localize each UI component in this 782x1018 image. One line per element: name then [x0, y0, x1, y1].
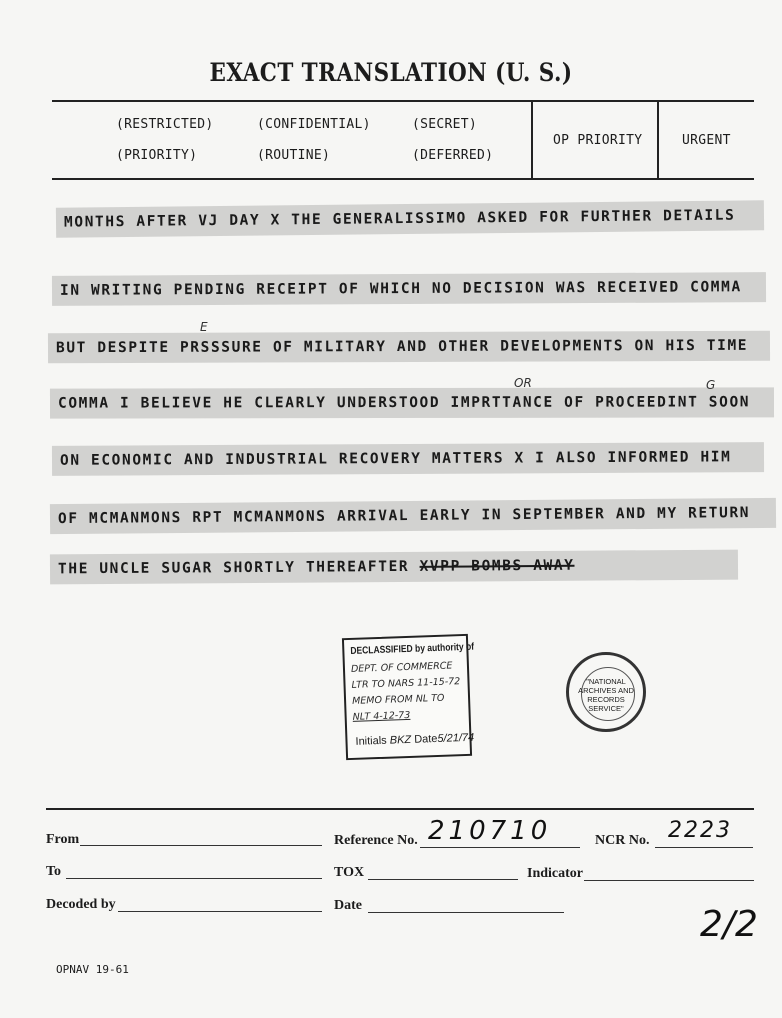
reference-line — [420, 846, 580, 848]
to-label: To — [46, 864, 62, 879]
ncr-line — [655, 846, 753, 848]
message-line-6: OF MCMANMONS RPT MCMANMONS ARRIVAL EARLY IN SEPTEMBER AND MY RETURN — [50, 498, 776, 534]
class-priority: (PRIORITY) — [116, 148, 198, 163]
correction-or: OR — [514, 376, 532, 390]
initials-label: Initials — [355, 734, 387, 748]
declassified-stamp — [342, 634, 475, 760]
class-confidential: (CONFIDENTIAL) — [257, 117, 371, 132]
divider-right — [657, 100, 659, 180]
stamp-line-1: DEPT. OF COMMERCE — [350, 660, 453, 675]
form-id: OPNAV 19-61 — [56, 963, 129, 976]
seal-text: "NATIONAL ARCHIVES AND RECORDS SERVICE" — [578, 677, 634, 713]
ncr-value: 2223 — [668, 818, 732, 843]
stamp-initials — [355, 732, 474, 748]
divider-left — [531, 100, 533, 180]
initials-value: BKZ — [389, 733, 412, 747]
indicator-label: Indicator — [527, 866, 583, 881]
decoded-label: Decoded by — [46, 897, 116, 912]
date-label-form: Date — [334, 898, 362, 913]
library-seal — [566, 652, 646, 732]
tox-line — [368, 878, 518, 880]
top-rule — [52, 100, 754, 102]
form-top-rule — [46, 808, 754, 810]
indicator-line — [584, 879, 754, 881]
class-routine: (ROUTINE) — [257, 148, 331, 163]
page-mark: 2/2 — [700, 904, 758, 945]
reference-label: Reference No. — [334, 833, 418, 848]
message-line-7 — [50, 550, 738, 585]
stamp-line-4: NLT 4-12-73 — [352, 709, 411, 723]
correction-g: G — [706, 378, 716, 392]
class-restricted: (RESTRICTED) — [116, 117, 214, 132]
page-title: EXACT TRANSLATION (U. S.) — [209, 58, 573, 87]
date-line — [368, 911, 564, 913]
bottom-rule — [52, 178, 754, 180]
class-op-priority: OP PRIORITY — [553, 133, 643, 148]
reference-value: 210710 — [428, 816, 552, 846]
stamp-heading: DECLASSIFIED by authority of — [350, 641, 475, 657]
class-secret: (SECRET) — [412, 117, 478, 132]
decoded-line — [118, 910, 322, 912]
struck-text: XVPP BOMBS AWAY — [419, 557, 575, 575]
message-line-7-text: THE UNCLE SUGAR SHORTLY THEREAFTER — [57, 558, 410, 578]
stamp-line-2: LTR TO NARS 11-15-72 — [351, 676, 461, 691]
ncr-label: NCR No. — [595, 833, 650, 848]
message-line-2: IN WRITING PENDING RECEIPT OF WHICH NO DECISION WAS RECEIVED COMMA — [52, 272, 766, 306]
correction-e: E — [200, 320, 208, 334]
class-deferred: (DEFERRED) — [412, 148, 494, 163]
message-line-1: MONTHS AFTER VJ DAY X THE GENERALISSIMO ASKED FOR FURTHER DETAILS — [56, 200, 764, 237]
from-label: From — [46, 832, 80, 847]
date-value: 5/21/74 — [437, 731, 475, 745]
date-label: Date — [414, 732, 438, 746]
tox-label: TOX — [334, 865, 365, 880]
class-urgent: URGENT — [682, 133, 731, 148]
message-line-3: BUT DESPITE PRSSSURE OF MILITARY AND OTHER DEVELOPMENTS ON HIS TIME — [48, 331, 770, 364]
message-line-4: COMMA I BELIEVE HE CLEARLY UNDERSTOOD IMPRTTANCE OF PROCEEDINT SOON — [50, 387, 774, 418]
from-line — [80, 844, 322, 846]
stamp-line-3: MEMO FROM NL TO — [351, 692, 445, 707]
to-line — [66, 877, 322, 879]
message-line-5: ON ECONOMIC AND INDUSTRIAL RECOVERY MATTERS X I ALSO INFORMED HIM — [52, 442, 764, 476]
